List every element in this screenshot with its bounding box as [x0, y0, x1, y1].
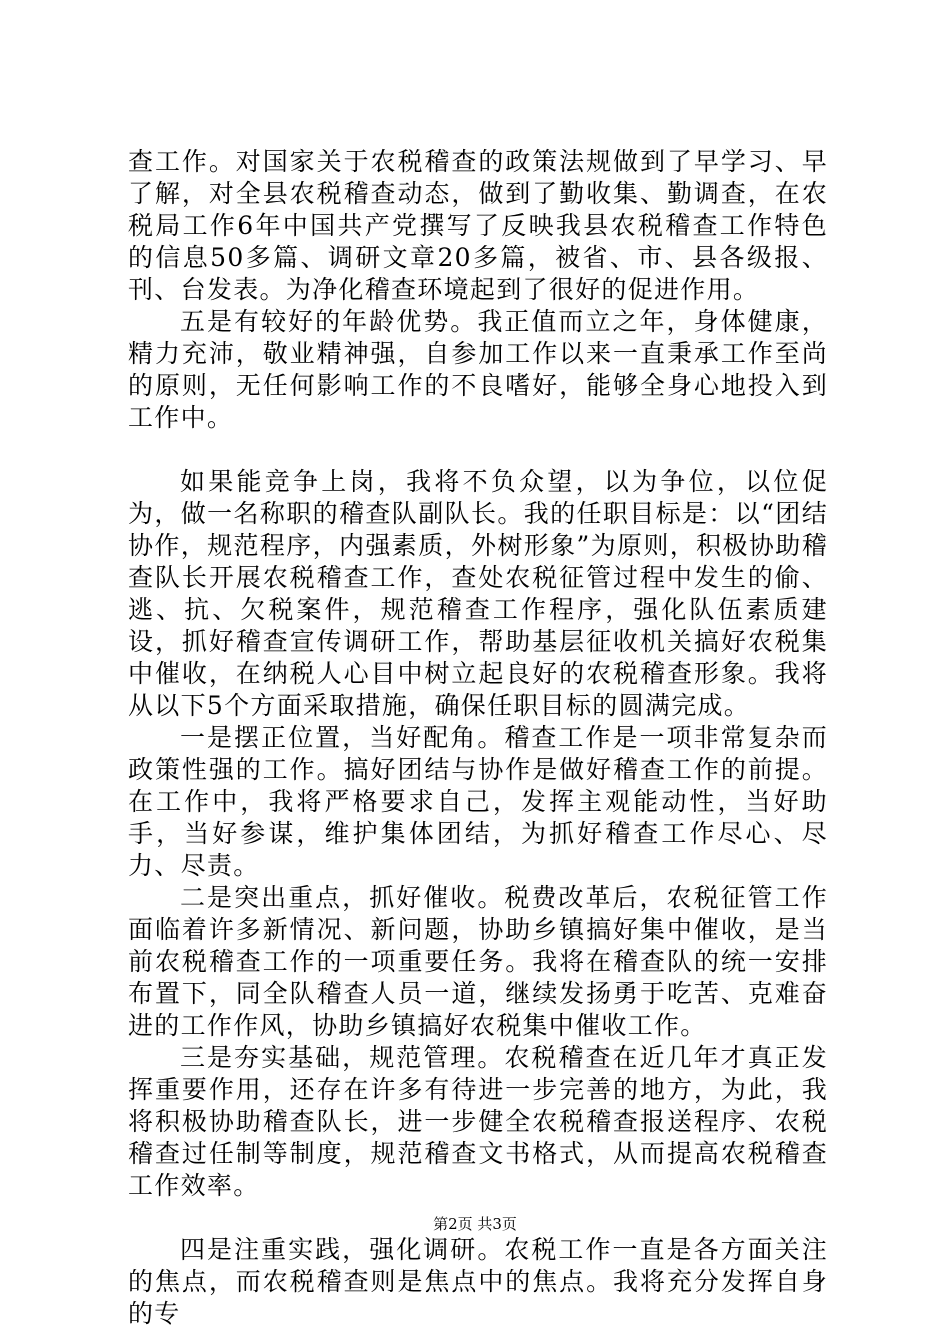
document-body [128, 146, 828, 1330]
page-footer: 第2页 共3页 [433, 1215, 517, 1233]
paragraph-measure-three: 三是夯实基础，规范管理。农税稽查在近几年才真正发挥重要作用，还存在许多有待进一步完善的地方，为此，我将积极协助稽查队长，进一步健全农税稽查报送程序、农税稽查过任制等制度，规范稽查文书格式，从而提高农税稽查工作效率。 [128, 1043, 828, 1200]
paragraph-measure-one: 一是摆正位置，当好配角。稽查工作是一项非常复杂而政策性强的工作。搞好团结与协作是做好稽查工作的前提。在工作中，我将严格要求自己，发挥主观能动性，当好助手，当好参谋，维护集体团结，为抓好稽查工作尽心、尽力、尽责。 [128, 723, 828, 880]
paragraph-measure-four: 四是注重实践，强化调研。农税工作一直是各方面关注的焦点，而农税稽查则是焦点中的焦点。我将充分发挥自身的专 [128, 1235, 828, 1328]
paragraph-gap [128, 434, 828, 466]
paragraph-measure-two: 二是突出重点，抓好催收。税费改革后，农税征管工作面临着许多新情况、新问题，协助乡镇搞好集中催收，是当前农税稽查工作的一项重要任务。我将在稽查队的统一安排布置下，同全队稽查人员一道，继续发扬勇于吃苦、克难奋进的工作作风，协助乡镇搞好农税集中催收工作。 [128, 883, 828, 1040]
paragraph-continuation: 查工作。对国家关于农税稽查的政策法规做到了早学习、早了解，对全县农税稽查动态，做到了勤收集、勤调查，在农税局工作6年中国共产党撰写了反映我县农税稽查工作特色的信息50多篇、调研文章20多篇，被省、市、县各级报、刊、台发表。为净化稽查环境起到了很好的促进作用。 [128, 147, 828, 304]
paragraph-age-advantage: 五是有较好的年龄优势。我正值而立之年，身体健康，精力充沛，敬业精神强，自参加工作以来一直秉承工作至尚的原则，无任何影响工作的不良嗜好，能够全身心地投入到工作中。 [128, 307, 828, 432]
paragraph-goal: 如果能竞争上岗，我将不负众望，以为争位，以位促为，做一名称职的稽查队副队长。我的任职目标是：以“团结协作，规范程序，内强素质，外树形象”为原则，积极协助稽查队长开展农税稽查工作，查处农税征管过程中发生的偷、逃、抗、欠税案件，规范稽查工作程序，强化队伍素质建设，抓好稽查宣传调研工作，帮助基层征收机关搞好农税集中催收，在纳税人心目中树立起良好的农税稽查形象。我将从以下5个方面采取措施，确保任职目标的圆满完成。 [128, 467, 828, 720]
